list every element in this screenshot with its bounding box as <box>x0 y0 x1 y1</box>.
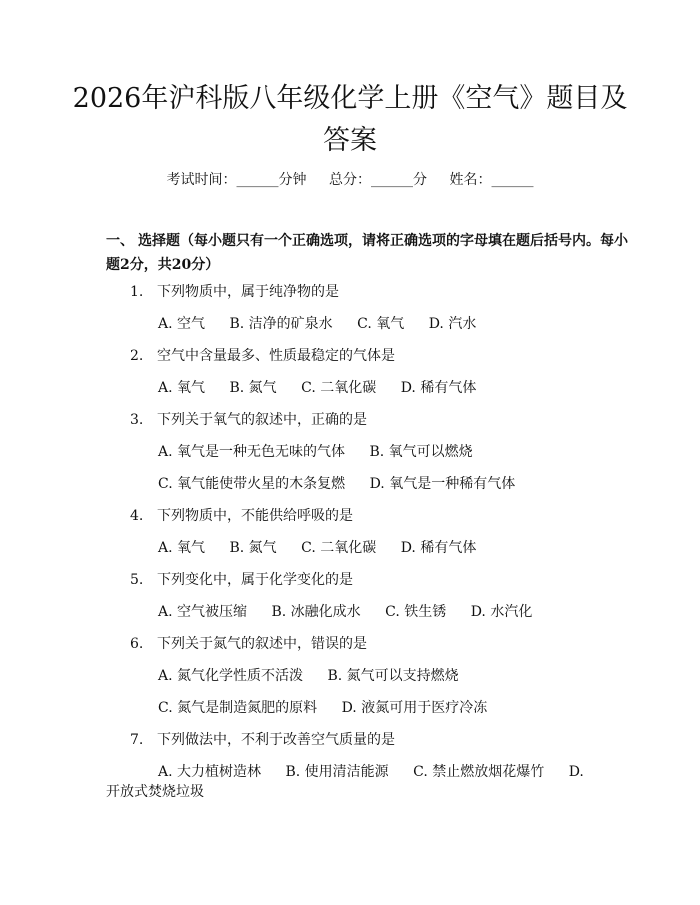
option-a: A. 氧气 <box>158 540 206 556</box>
question-5 <box>130 569 353 589</box>
document-title: 2026年沪科版八年级化学上册《空气》题目及答案 <box>72 83 628 156</box>
option-c: C. 铁生锈 <box>385 604 447 620</box>
option-a: A. 空气 <box>158 316 206 332</box>
question-7-options <box>158 761 584 781</box>
question-1-options <box>158 313 496 333</box>
question-number: 6. <box>130 636 144 652</box>
option-b: B. 洁净的矿泉水 <box>229 316 333 332</box>
question-7 <box>130 729 395 749</box>
option-d: D. 汽水 <box>428 316 477 332</box>
option-d: D. <box>568 764 584 780</box>
question-text: 下列物质中，不能供给呼吸的是 <box>157 508 353 524</box>
exam-total-score: 总分：______分 <box>329 172 427 188</box>
question-4 <box>130 505 353 525</box>
question-text: 下列物质中，属于纯净物的是 <box>157 284 339 300</box>
question-4-options <box>158 537 496 557</box>
question-2 <box>130 345 395 365</box>
option-d: D. 液氮可用于医疗冷冻 <box>341 700 488 716</box>
option-c: C. 氮气是制造氮肥的原料 <box>158 700 318 716</box>
question-text: 下列做法中，不利于改善空气质量的是 <box>157 732 395 748</box>
question-text: 下列关于氧气的叙述中，正确的是 <box>157 412 367 428</box>
exam-meta <box>0 169 700 189</box>
option-a: A. 空气被压缩 <box>158 604 248 620</box>
exam-student-name: 姓名：______ <box>449 172 534 188</box>
question-6 <box>130 633 367 653</box>
section-heading <box>106 229 636 277</box>
section-instructions: 选择题（每小题只有一个正确选项，请将正确选项的字母填在题后括号内。每小题2分，共20分） <box>106 233 628 273</box>
question-number: 3. <box>130 412 144 428</box>
question-number: 2. <box>130 348 144 364</box>
option-c: C. 氧气能使带火星的木条复燃 <box>158 476 346 492</box>
option-b: B. 氮气 <box>229 540 277 556</box>
question-1 <box>130 281 339 301</box>
question-text: 空气中含量最多、性质最稳定的气体是 <box>157 348 395 364</box>
option-b: B. 氮气可以支持燃烧 <box>327 668 459 684</box>
option-d: D. 水汽化 <box>470 604 533 620</box>
question-7-option-d-text: 开放式焚烧垃圾 <box>106 784 204 800</box>
option-b: B. 冰融化成水 <box>271 604 361 620</box>
option-d: D. 稀有气体 <box>400 380 477 396</box>
option-d: D. 稀有气体 <box>400 540 477 556</box>
option-c: C. 二氧化碳 <box>301 380 377 396</box>
option-a: A. 氮气化学性质不活泼 <box>158 668 304 684</box>
section-number: 一、 <box>106 233 134 249</box>
option-d: D. 氧气是一种稀有气体 <box>369 476 516 492</box>
question-5-options <box>158 601 552 621</box>
option-b: B. 氮气 <box>229 380 277 396</box>
question-number: 7. <box>130 732 144 748</box>
option-a: A. 氧气 <box>158 380 206 396</box>
question-2-options <box>158 377 496 397</box>
question-text: 下列变化中，属于化学变化的是 <box>157 572 353 588</box>
question-number: 4. <box>130 508 144 524</box>
question-3-options-row-2 <box>158 473 535 493</box>
question-number: 1. <box>130 284 144 300</box>
question-6-options-row-1 <box>158 665 479 685</box>
option-c: C. 二氧化碳 <box>301 540 377 556</box>
question-text: 下列关于氮气的叙述中，错误的是 <box>157 636 367 652</box>
option-c: C. 禁止燃放烟花爆竹 <box>413 764 545 780</box>
question-number: 5. <box>130 572 144 588</box>
option-a: A. 氧气是一种无色无味的气体 <box>158 444 346 460</box>
exam-time: 考试时间：______分钟 <box>166 172 307 188</box>
question-3 <box>130 409 367 429</box>
question-3-options-row-1 <box>158 441 493 461</box>
option-b: B. 使用清洁能源 <box>285 764 389 780</box>
option-b: B. 氧气可以燃烧 <box>369 444 473 460</box>
question-6-options-row-2 <box>158 697 507 717</box>
option-c: C. 氧气 <box>357 316 405 332</box>
option-a: A. 大力植树造林 <box>158 764 262 780</box>
